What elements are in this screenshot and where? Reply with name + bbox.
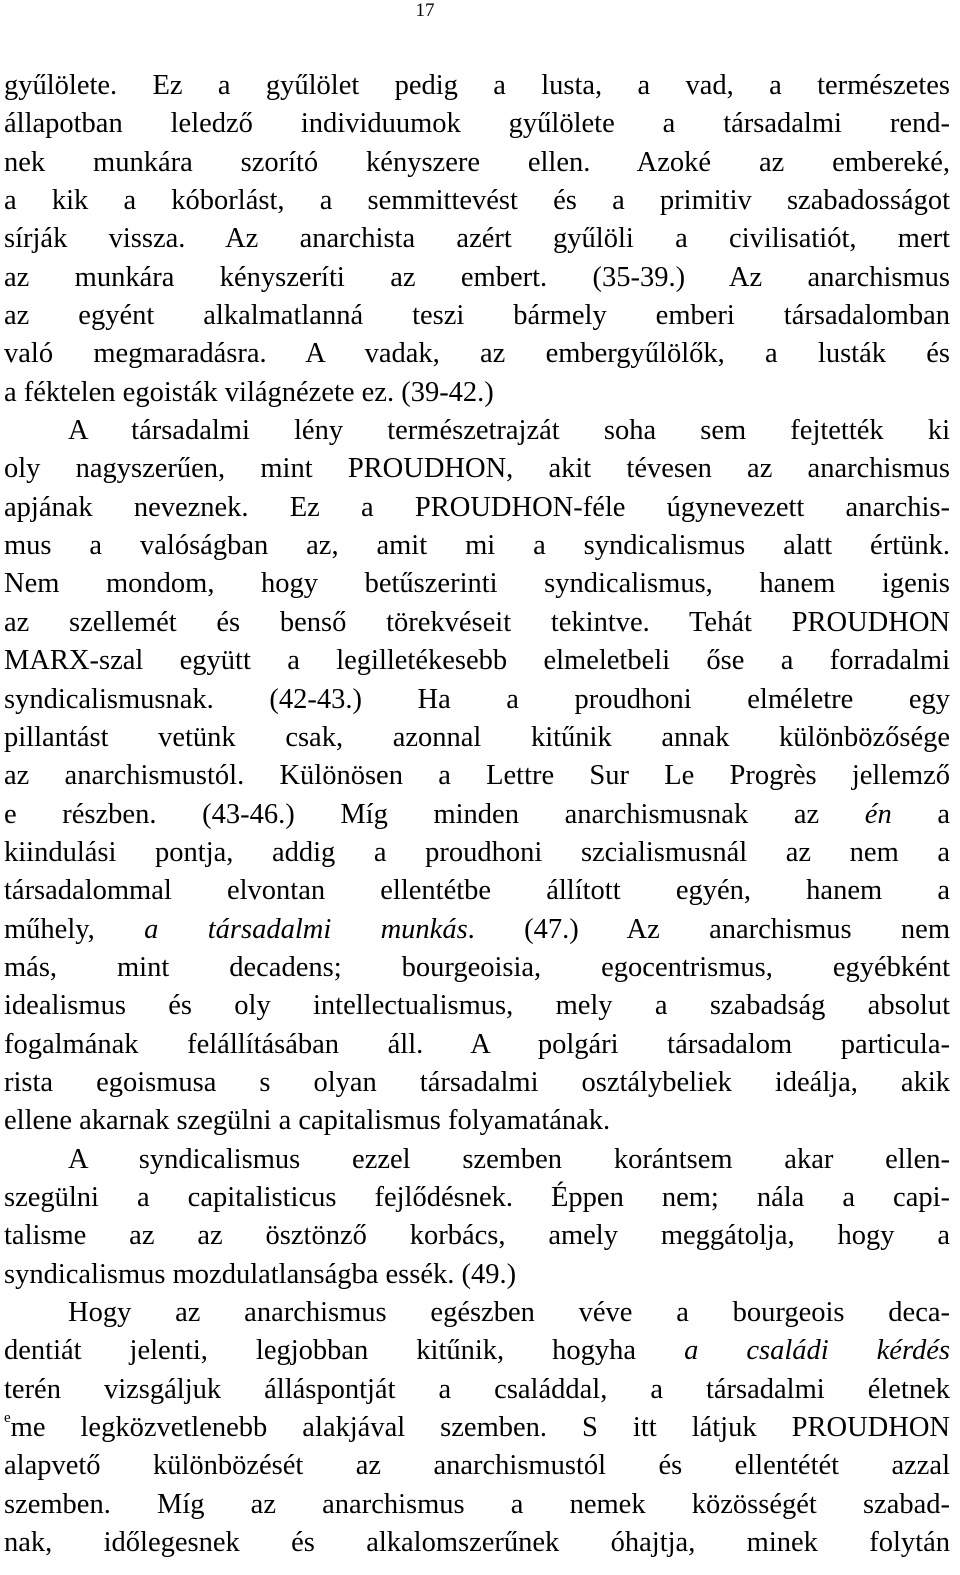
author-name-marx: MARX xyxy=(4,645,90,677)
text-line xyxy=(4,604,950,642)
text-line: pillantást vetünk csak, azonnal kitűnik annak különbözősége xyxy=(4,721,950,753)
text-line: idealismus és oly intellectualismus, mely a szabadság absolut xyxy=(4,990,950,1022)
text-run: dentiát jelenti, legjobban kitűnik, hogyha xyxy=(4,1335,685,1367)
text-line: talisme az az ösztönző korbács, amely meggátolja, hogy a xyxy=(4,1220,950,1252)
text-line: A syndicalismus ezzel szemben korántsem akar ellen- xyxy=(68,1143,950,1175)
text-line: az munkára kényszeríti az embert. (35-39.) Az anarchismus xyxy=(4,261,950,293)
text-run: A társadalmi lény természetrajzát soha sem fejtették ki xyxy=(68,415,950,447)
emphasis-text: a családi kérdés xyxy=(684,1335,950,1367)
text-line xyxy=(4,450,950,488)
text-run: . (47.) Az anarchismus nem xyxy=(467,913,950,945)
text-run: me legközvetlenebb alakjával szemben. S itt látjuk xyxy=(10,1412,792,1444)
text-line: ellene akarnak szegülni a capitalismus folyamatának. xyxy=(4,1105,611,1137)
text-line: syndicalismus mozdulatlanságba essék. (49.) xyxy=(4,1258,517,1290)
text-line xyxy=(4,796,950,834)
text-line: szemben. Míg az anarchismus a nemek közösségét szabad- xyxy=(4,1488,950,1520)
text-line: Hogy az anarchismus egészben véve a bourgeois deca- xyxy=(68,1297,950,1328)
text-line xyxy=(4,489,950,527)
text-run: apjának neveznek. Ez a xyxy=(4,491,415,523)
text-line xyxy=(4,1409,950,1447)
text-run: a xyxy=(891,798,950,830)
page-number: 17 xyxy=(415,0,435,21)
text-line: állapotban leledző individuumok gyűlölete a társadalmi rend- xyxy=(4,108,950,140)
text-line: való megmaradásra. A vadak, az embergyűlölők, a lusták és xyxy=(4,338,950,370)
author-name-proudhon: PROUDHON xyxy=(414,491,574,523)
text-line: nak, időlegesnek és alkalomszerűnek óhajtja, minek folytán xyxy=(4,1527,950,1559)
emphasis-text: én xyxy=(864,798,892,830)
superscript-letter: e xyxy=(4,1410,11,1427)
text-line: társadalommal elvontan ellentétbe állított egyén, hanem a xyxy=(4,875,950,907)
text-line: fogalmának felállításában áll. A polgári társadalom particula- xyxy=(4,1028,950,1060)
text-line: mus a valóságban az, amit mi a syndicalismus alatt értünk. xyxy=(4,530,950,562)
text-run: -féle úgynevezett anarchis- xyxy=(573,491,950,523)
author-name-proudhon: PROUDHON xyxy=(791,1412,950,1444)
text-line: rista egoismusa s olyan társadalmi osztálybeliek ideálja, akik xyxy=(4,1066,950,1098)
text-line: a kik a kóborlást, a semmittevést és a primitiv szabadosságot xyxy=(4,185,950,217)
text-run: , akit tévesen az anarchismus xyxy=(506,453,951,485)
text-line xyxy=(4,412,950,450)
author-name-proudhon: PROUDHON xyxy=(347,453,507,485)
body-text xyxy=(4,67,950,1562)
text-run: e részben. (43-46.) Míg minden anarchismusnak az xyxy=(4,798,865,830)
text-line xyxy=(4,1332,950,1370)
text-line: az egyént alkalmatlanná teszi bármely emberi társadalomban xyxy=(4,300,950,332)
text-run: műhely, xyxy=(4,913,145,945)
text-line: terén vizsgáljuk álláspontját a családdal, a társadalmi életnek xyxy=(4,1373,950,1405)
author-name-proudhon: PROUDHON xyxy=(791,606,950,638)
text-line xyxy=(4,642,950,680)
text-run: az szellemét és benső törekvéseit tekintve. Tehát xyxy=(4,606,792,638)
text-line xyxy=(4,911,950,949)
text-line: az anarchismustól. Különösen a Lettre Sur Le Progrès jellemző xyxy=(4,760,950,792)
text-line: Nem mondom, hogy betűszerinti syndicalismus, hanem igenis xyxy=(4,568,950,600)
text-line: gyűlölete. Ez a gyűlölet pedig a lusta, a vad, a természetes xyxy=(4,70,950,101)
text-line: nek munkára szorító kényszere ellen. Azoké az embereké, xyxy=(4,146,950,178)
text-line: alapvető különbözését az anarchismustól és ellentétét azzal xyxy=(4,1450,950,1482)
text-line: kiindulási pontja, addig a proudhoni szcialismusnál az nem a xyxy=(4,836,950,868)
text-run: oly nagyszerűen, mint xyxy=(4,453,348,485)
text-line: szegülni a capitalisticus fejlődésnek. Éppen nem; nála a capi- xyxy=(4,1181,950,1213)
text-line: más, mint decadens; bourgeoisia, egocentrismus, egyébként xyxy=(4,951,950,983)
text-line: a féktelen egoisták világnézete ez. (39-42.) xyxy=(4,376,494,408)
text-run: -szal együtt a legilletékesebb elmeletbeli őse a forradalmi xyxy=(89,645,950,677)
emphasis-text: a társadalmi munkás xyxy=(144,913,468,945)
text-line: syndicalismusnak. (42-43.) Ha a proudhoni elméletre egy xyxy=(4,683,950,715)
text-line: sírják vissza. Az anarchista azért gyűlöli a civilisatiót, mert xyxy=(4,223,950,255)
